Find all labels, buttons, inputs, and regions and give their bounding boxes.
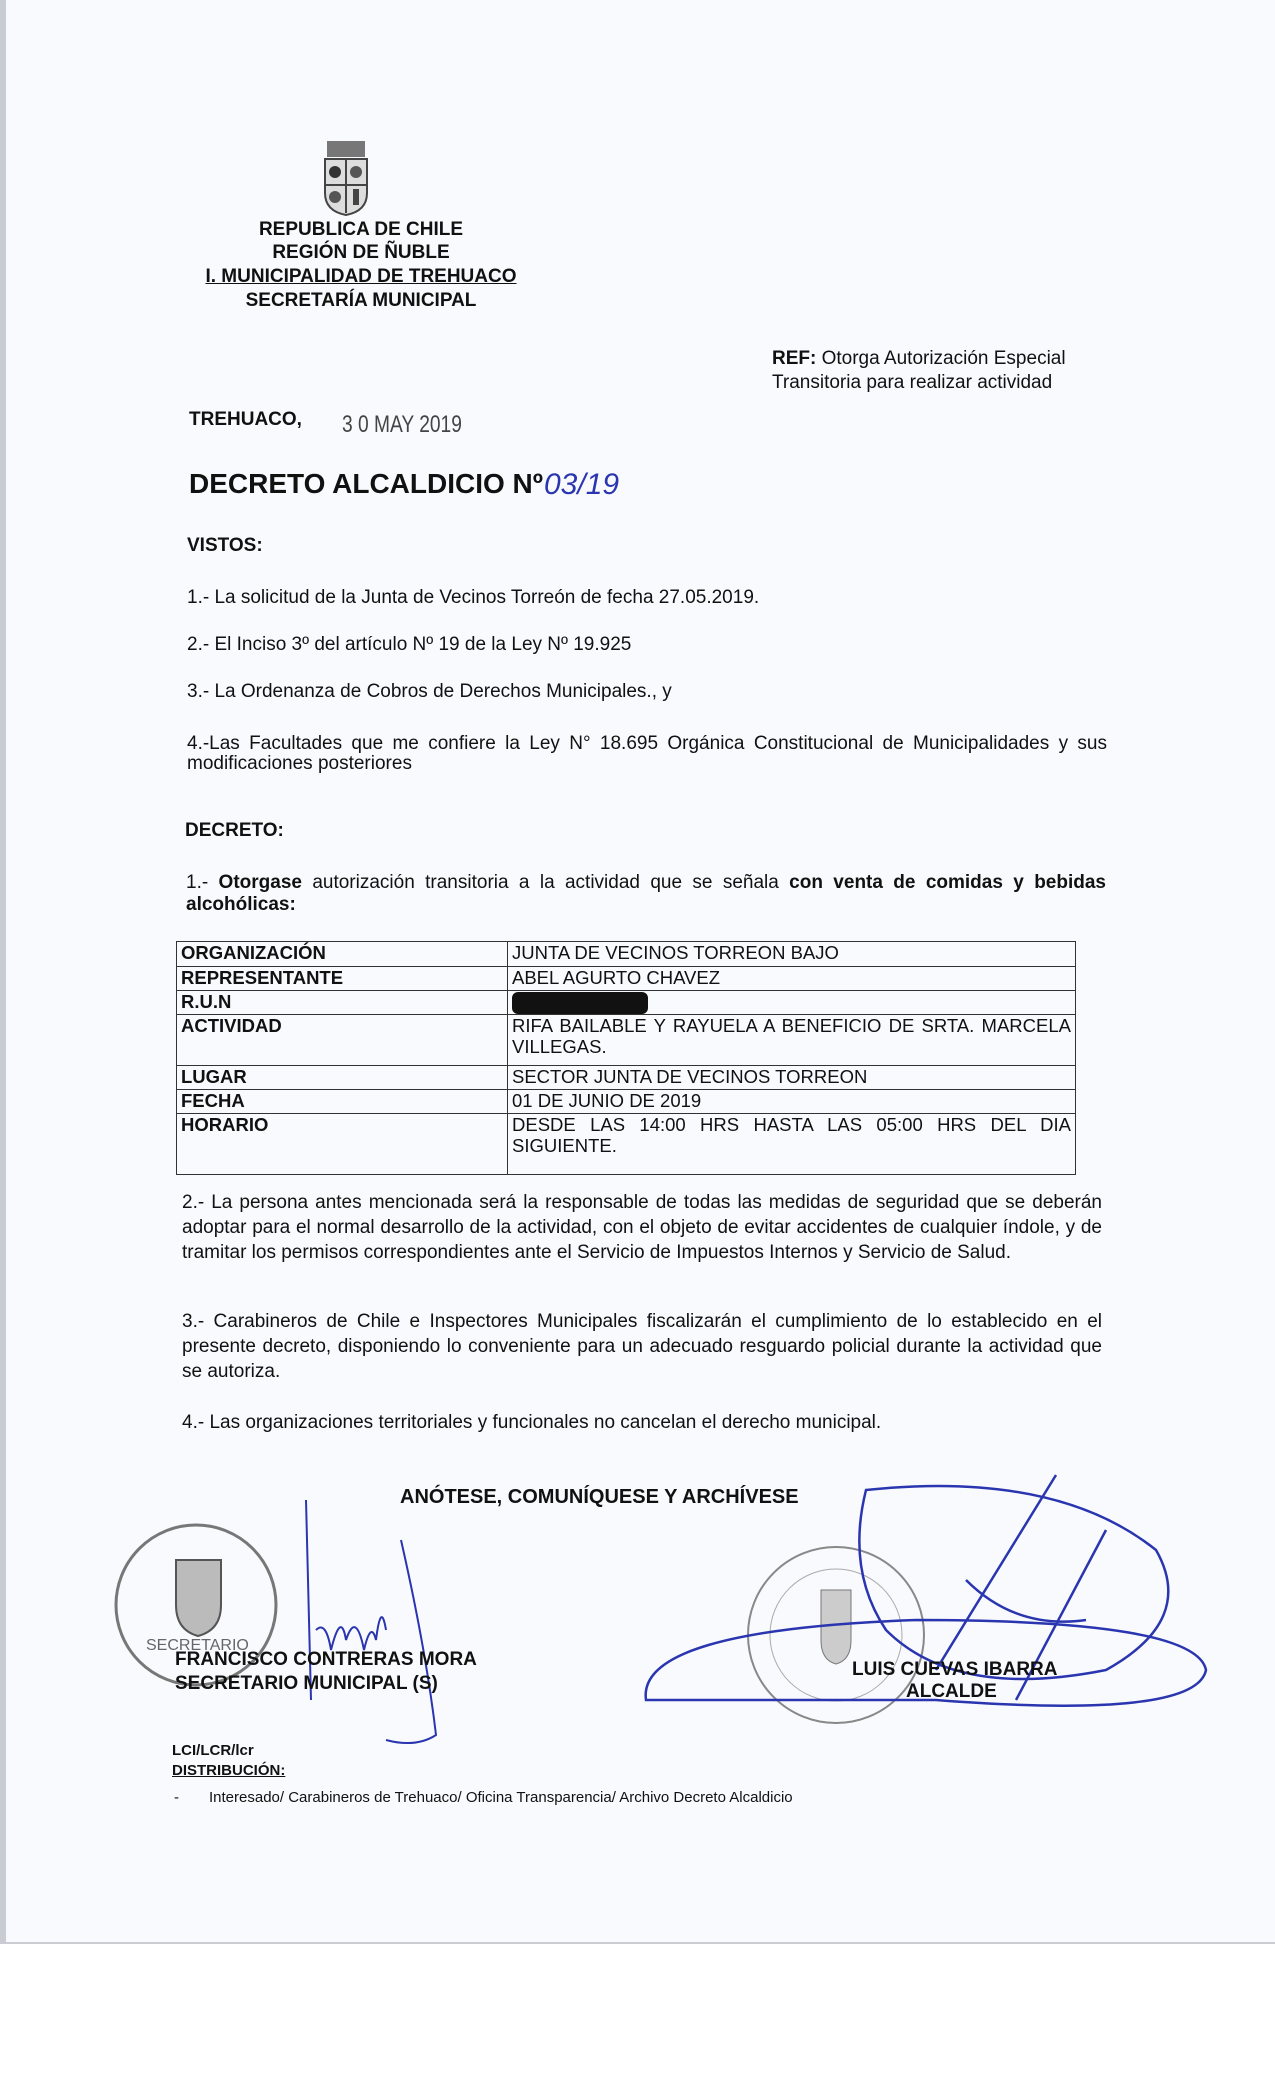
table-row [177, 1015, 1076, 1066]
ref-text-1: Otorga Autorización Especial [821, 348, 1066, 369]
mayor-name: LUIS CUEVAS IBARRA [852, 1659, 1058, 1680]
vistos-heading: VISTOS: [187, 535, 263, 556]
date-stamp: 3 0 MAY 2019 [342, 411, 462, 438]
secretary-role: SECRETARIO MUNICIPAL (S) [175, 1673, 438, 1694]
row-label: ACTIVIDAD [177, 1015, 508, 1066]
table-row [177, 1114, 1076, 1175]
decreto-paragraph-2: 2.- La persona antes mencionada será la responsable de todas las medidas de seguridad que se deberán adoptar para el normal desarrollo de la actividad, con el objeto de evitar accidentes de cualquier índole, y de tramitar los permisos correspondientes ante el Servicio de Impuestos Internos y Servicio de Salud. [182, 1192, 1102, 1263]
header-republic: REPUBLICA DE CHILE [258, 219, 464, 240]
row-label: REPRESENTANTE [177, 967, 508, 991]
row-value: JUNTA DE VECINOS TORREON BAJO [508, 942, 1076, 967]
decree-number-handwritten: 03/19 [544, 468, 620, 501]
redaction-mark [512, 992, 648, 1014]
row-value: DESDE LAS 14:00 HRS HASTA LAS 05:00 HRS DEL DIA SIGUIENTE. [508, 1114, 1076, 1175]
decreto-paragraph-3: 3.- Carabineros de Chile e Inspectores Municipales fiscalizarán el cumplimiento de lo establecido en el presente decreto, disponiendo lo conveniente para un adecuado resguardo policial durante la actividad que se autoriza. [182, 1311, 1102, 1382]
vistos-item: 1.- La solicitud de la Junta de Vecinos Torreón de fecha 27.05.2019. [187, 587, 760, 608]
table-row [177, 1090, 1076, 1114]
header-municipality: I. MUNICIPALIDAD DE TREHUACO [205, 266, 517, 287]
row-label: R.U.N [177, 991, 508, 1015]
row-label: LUGAR [177, 1066, 508, 1090]
row-value: RIFA BAILABLE Y RAYUELA A BENEFICIO DE SRTA. MARCELA VILLEGAS. [508, 1015, 1076, 1066]
decreto-heading: DECRETO: [185, 820, 284, 841]
p1-bold-otorgase: Otorgase [218, 872, 302, 893]
vistos-item: 4.-Las Facultades que me confiere la Ley N° 18.695 Orgánica Constitucional de Municipalidades y sus modificaciones posteriores [187, 733, 1107, 774]
decreto-paragraph-1 [186, 872, 1106, 916]
secretary-name: FRANCISCO CONTRERAS MORA [175, 1649, 477, 1670]
row-label: ORGANIZACIÓN [177, 942, 508, 967]
ref-line-1 [772, 348, 1066, 370]
header-region: REGIÓN DE ÑUBLE [272, 242, 450, 263]
header-secretariat: SECRETARÍA MUNICIPAL [245, 290, 477, 311]
coat-of-arms-emblem [321, 141, 371, 215]
table-row [177, 991, 1076, 1015]
table-row [177, 942, 1076, 967]
row-value: ABEL AGURTO CHAVEZ [508, 967, 1076, 991]
activity-table [176, 941, 1076, 1175]
p1-bold-venta: con venta de comidas y bebidas alcohólicas: [186, 872, 1107, 915]
ref-text-2: Transitoria para realizar actividad [772, 372, 1053, 393]
place: TREHUACO, [189, 409, 302, 430]
mayor-role: ALCALDE [906, 1681, 997, 1702]
vistos-item: 3.- La Ordenanza de Cobros de Derechos Municipales., y [187, 681, 672, 702]
table-row [177, 1066, 1076, 1090]
decreto-paragraph-4: 4.- Las organizaciones territoriales y funcionales no cancelan el derecho municipal. [182, 1412, 882, 1433]
distribution-heading: DISTRIBUCIÓN: [172, 1762, 286, 1779]
p1-text: autorización transitoria a la actividad que se señala [301, 872, 790, 893]
distribution-bullet: - [174, 1789, 179, 1806]
distribution-list: Interesado/ Carabineros de Trehuaco/ Oficina Transparencia/ Archivo Decreto Alcaldicio [209, 1789, 793, 1806]
closing-formula: ANÓTESE, COMUNÍQUESE Y ARCHÍVESE [400, 1486, 799, 1508]
row-value: SECTOR JUNTA DE VECINOS TORREON [508, 1066, 1076, 1090]
vistos-item: 2.- El Inciso 3º del artículo Nº 19 de la Ley Nº 19.925 [187, 634, 632, 655]
row-label: HORARIO [177, 1114, 508, 1175]
page-title: DECRETO ALCALDICIO Nº [189, 468, 544, 499]
table-row [177, 967, 1076, 991]
row-value: 01 DE JUNIO DE 2019 [508, 1090, 1076, 1114]
row-label: FECHA [177, 1090, 508, 1114]
p1-prefix: 1.- [186, 872, 219, 893]
ref-label: REF: [772, 348, 817, 369]
initials: LCI/LCR/lcr [172, 1742, 254, 1759]
secretary-signature [246, 1500, 446, 1750]
svg-text:SECRETARIO: SECRETARIO [146, 1637, 249, 1654]
row-value-redacted [508, 991, 1076, 1015]
